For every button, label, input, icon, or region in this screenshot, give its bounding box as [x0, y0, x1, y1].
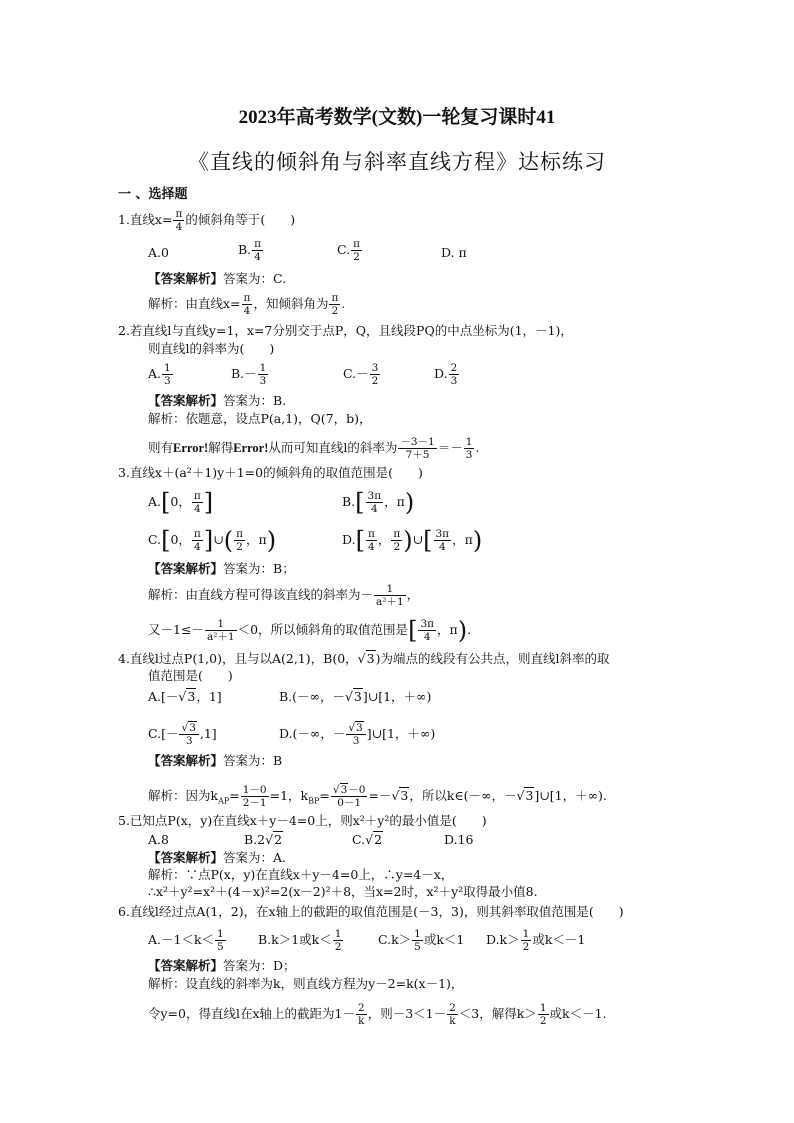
question-5-option-c: C.√2 — [352, 832, 383, 847]
question-1-option-a: A.0 — [148, 245, 169, 260]
question-4-explanation: 解析：因为$k_{AP}=$ $\frac{1-0}{2-1}$ =1，$k_{BP}=$ $\frac{√3-0}{0-1}$ =－√3，所以k∈(－∞，－√3]∪[1，＋∞). — [148, 784, 607, 809]
question-2-stem-line-1: 2.若直线l与直线y=1，x=7分别交于点P，Q，且线段PQ的中点坐标为(1，－1)， — [118, 323, 573, 338]
question-5-option-a: A.8 — [148, 832, 169, 847]
question-3-option-a: A.[0， $\frac{\pi}{4}$ ] — [148, 488, 214, 517]
question-6-option-b: B.k＞1或k＜ $\frac{1}{2}$ — [258, 928, 342, 953]
question-2-option-c: C.－ $\frac{3}{2}$ — [343, 362, 379, 387]
question-6-stem: 6.直线l经过点A(1，2)，在x轴上的截距的取值范围是(－3，3)，则其斜率取值范围是( ) — [118, 904, 624, 919]
question-3-option-b: B.[ $\frac{3\pi}{4}$ ，π) — [342, 488, 415, 517]
question-4-answer: 【答案解析】答案为：B — [148, 753, 283, 768]
question-3-option-d: D.[ $\frac{\pi}{4}$ ， $\frac{\pi}{2}$ )∪[ $\frac{3\pi}{4}$ ，π) — [342, 526, 483, 555]
question-2-explanation-line-2: 则有Error!解得Error!从而可知直线l的斜率为 $\frac{-3-1}{7+5}$ ＝－ $\frac{1}{3}$ . — [148, 436, 480, 461]
question-3-stem: 3.直线x＋(a²＋1)y＋1=0的倾斜角的取值范围是( ) — [118, 465, 423, 480]
question-6-answer: 【答案解析】答案为：D； — [148, 958, 296, 973]
question-3-option-c: C.[0， $\frac{\pi}{4}$ ]∪( $\frac{\pi}{2}$ ，π) — [148, 526, 277, 555]
question-2-option-a: A. $\frac{1}{3}$ — [148, 362, 171, 387]
question-6-option-d: D.k＞ $\frac{1}{2}$ 或k＜－1 — [486, 928, 586, 953]
question-4-stem-line-1: 4.直线l过点P(1,0)，且与以A(2,1)，B(0，√3)为端点的线段有公共点，则直线l斜率的取 — [118, 651, 610, 666]
question-3-answer: 【答案解析】答案为：B； — [148, 561, 295, 576]
question-5-explanation-line-2: ∴x²＋y²=x²＋(4－x)²=2(x－2)²＋8，当x=2时，x²＋y²取得最小值8. — [148, 884, 538, 899]
question-5-explanation-line-1: 解析：∵点P(x，y)在直线x＋y－4=0上，∴y=4－x， — [148, 867, 454, 882]
question-2-option-d: D. $\frac{2}{3}$ — [434, 362, 458, 387]
page-title: 2023年高考数学(文数)一轮复习课时41 — [238, 107, 556, 128]
question-3-explanation-line-1: 解析：由直线方程可得该直线的斜率为－ $\frac{1}{\text{a²＋1}}$ ， — [148, 583, 420, 608]
question-1-option-c: C. $\frac{\pi}{2}$ — [337, 238, 360, 263]
question-1-answer: 【答案解析】答案为：C. — [148, 271, 287, 286]
section-heading: 一 、选择题 — [118, 187, 188, 202]
question-6-option-c: C.k＞ $\frac{1}{5}$ 或k＜1 — [378, 928, 465, 953]
question-2-explanation-line-1: 解析：依题意，设点P(a,1)，Q(7，b)， — [148, 411, 372, 426]
question-4-option-c: C.[－ $\frac{√3}{3}$ ,1] — [148, 722, 217, 747]
question-1-stem: 1.直线x= $\frac{\pi}{4}$ 的倾斜角等于( ) — [118, 208, 296, 233]
question-6-explanation-line-2: 令y=0，得直线l在x轴上的截距为1－ $\frac{2}{k}$ ，则－3＜1－ $\frac{2}{k}$ ＜3，解得k＞ $\frac{1}{2}$ 或k＜－1. — [148, 1002, 607, 1027]
question-1-explanation: 解析：由直线x= $\frac{\pi}{4}$ ，知倾斜角为 $\frac{\pi}{2}$ . — [148, 292, 346, 317]
question-1-option-d: D. π — [441, 245, 467, 260]
page-subtitle: 《直线的倾斜角与斜率直线方程》达标练习 — [188, 150, 606, 174]
question-2-option-b: B.－ $\frac{1}{3}$ — [231, 362, 267, 387]
question-4-option-b: B.(－∞，－√3]∪[1，＋∞) — [279, 689, 432, 704]
question-5-option-b: B.2√2 — [244, 832, 283, 847]
question-2-stem-line-2: 则直线l的斜率为( ) — [148, 341, 275, 356]
question-6-option-a: A.－1＜k＜ $\frac{1}{5}$ — [148, 928, 224, 953]
question-1-option-b: B. $\frac{\pi}{4}$ — [238, 238, 262, 263]
question-5-option-d: D.16 — [444, 832, 474, 847]
question-6-explanation-line-1: 解析：设直线的斜率为k，则直线方程为y－2=k(x－1)， — [148, 976, 464, 991]
question-5-answer: 【答案解析】答案为：A. — [148, 850, 287, 865]
question-4-option-d: D.(－∞，－ $\frac{√3}{3}$ ]∪[1，＋∞) — [279, 722, 436, 747]
question-4-stem-line-2: 值范围是( ) — [148, 668, 233, 683]
question-5-stem: 5.已知点P(x，y)在直线x＋y－4=0上，则x²＋y²的最小值是( ) — [118, 813, 487, 828]
question-3-explanation-line-2: 又－1≤－ $\frac{1}{\text{a²＋1}}$ ＜0，所以倾斜角的取值范围是[ $\frac{3\pi}{4}$ ，π). — [148, 616, 472, 645]
question-2-answer: 【答案解析】答案为：B. — [148, 393, 287, 408]
question-4-option-a: A.[－√3，1] — [148, 689, 222, 704]
